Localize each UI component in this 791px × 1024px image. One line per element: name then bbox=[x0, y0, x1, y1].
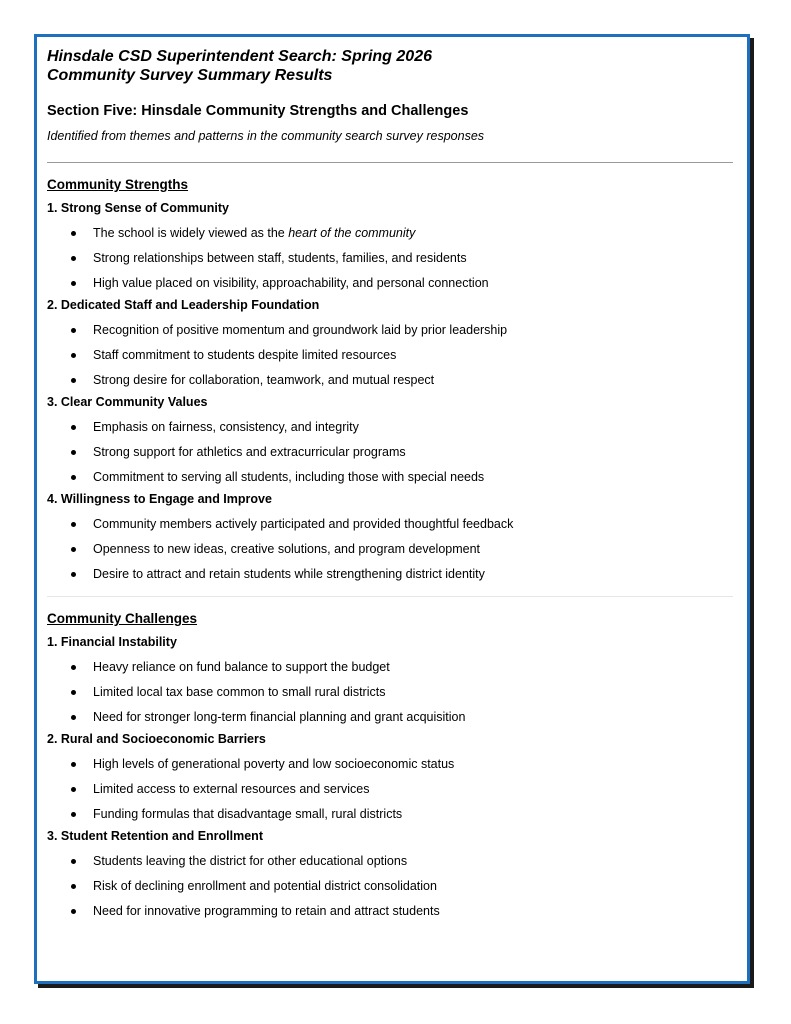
document-title-line-1: Hinsdale CSD Superintendent Search: Spring 2026 bbox=[47, 48, 432, 65]
bullet-icon bbox=[71, 572, 76, 577]
list-item-text: Staff commitment to students despite limited resources bbox=[93, 348, 397, 362]
strength-theme-list bbox=[47, 419, 733, 485]
strength-theme-list bbox=[47, 225, 733, 291]
challenge-theme-list bbox=[47, 659, 733, 725]
bullet-icon bbox=[71, 425, 76, 430]
challenge-theme-title: 3. Student Retention and Enrollment bbox=[47, 829, 263, 843]
strength-theme-title: 3. Clear Community Values bbox=[47, 395, 208, 409]
bullet-icon bbox=[71, 231, 76, 236]
list-item-text: Need for stronger long-term financial planning and grant acquisition bbox=[93, 710, 466, 724]
document-frame bbox=[34, 34, 750, 984]
list-item-text: Commitment to serving all students, including those with special needs bbox=[93, 470, 485, 484]
section-divider bbox=[47, 162, 733, 163]
list-item bbox=[47, 806, 733, 822]
list-item-text: Funding formulas that disadvantage small, rural districts bbox=[93, 807, 403, 821]
list-item bbox=[47, 444, 733, 460]
list-item bbox=[47, 372, 733, 388]
block-divider bbox=[47, 596, 733, 597]
list-item-text: Risk of declining enrollment and potential district consolidation bbox=[93, 879, 437, 893]
list-item-text: High levels of generational poverty and low socioeconomic status bbox=[93, 757, 455, 771]
list-item-text: Limited local tax base common to small rural districts bbox=[93, 685, 386, 699]
list-item bbox=[47, 709, 733, 725]
list-item-text: Community members actively participated and provided thoughtful feedback bbox=[93, 517, 514, 531]
bullet-icon bbox=[71, 547, 76, 552]
list-item bbox=[47, 322, 733, 338]
list-item bbox=[47, 347, 733, 363]
bullet-icon bbox=[71, 787, 76, 792]
list-item bbox=[47, 659, 733, 675]
list-item-text: High value placed on visibility, approachability, and personal connection bbox=[93, 276, 489, 290]
bullet-icon bbox=[71, 450, 76, 455]
section-heading: Section Five: Hinsdale Community Strengths and Challenges bbox=[47, 103, 469, 119]
list-item bbox=[47, 250, 733, 266]
challenges-block bbox=[47, 610, 733, 919]
bullet-icon bbox=[71, 715, 76, 720]
bullet-icon bbox=[71, 859, 76, 864]
list-item bbox=[47, 469, 733, 485]
strength-theme-list bbox=[47, 322, 733, 388]
bullet-icon bbox=[71, 475, 76, 480]
strengths-block bbox=[47, 176, 733, 582]
list-item bbox=[47, 903, 733, 919]
list-item-text: Students leaving the district for other educational options bbox=[93, 854, 408, 868]
list-item bbox=[47, 541, 733, 557]
list-item-text: Limited access to external resources and services bbox=[93, 782, 370, 796]
strength-theme-list bbox=[47, 516, 733, 582]
strength-theme-title: 4. Willingness to Engage and Improve bbox=[47, 492, 272, 506]
list-item-text: Heavy reliance on fund balance to support the budget bbox=[93, 660, 390, 674]
list-item-text: Strong relationships between staff, students, families, and residents bbox=[93, 251, 467, 265]
list-item bbox=[47, 516, 733, 532]
bullet-icon bbox=[71, 884, 76, 889]
list-item-text: Need for innovative programming to retain and attract students bbox=[93, 904, 440, 918]
bullet-icon bbox=[71, 909, 76, 914]
list-item-text: The school is widely viewed as the bbox=[93, 226, 289, 240]
bullet-icon bbox=[71, 665, 76, 670]
list-item-text: Desire to attract and retain students while strengthening district identity bbox=[93, 567, 485, 581]
strength-theme-title: 1. Strong Sense of Community bbox=[47, 201, 229, 215]
list-item-text: Strong support for athletics and extracurricular programs bbox=[93, 445, 406, 459]
list-item-emphasis: heart of the community bbox=[288, 226, 416, 240]
challenge-theme-list bbox=[47, 853, 733, 919]
bullet-icon bbox=[71, 281, 76, 286]
strengths-heading: Community Strengths bbox=[47, 177, 189, 192]
bullet-icon bbox=[71, 762, 76, 767]
strength-theme-title: 2. Dedicated Staff and Leadership Foundation bbox=[47, 298, 320, 312]
challenge-theme-list bbox=[47, 756, 733, 822]
challenge-theme-title: 2. Rural and Socioeconomic Barriers bbox=[47, 732, 266, 746]
bullet-icon bbox=[71, 353, 76, 358]
bullet-icon bbox=[71, 522, 76, 527]
list-item bbox=[47, 566, 733, 582]
list-item-text: Recognition of positive momentum and groundwork laid by prior leadership bbox=[93, 323, 508, 337]
bullet-icon bbox=[71, 256, 76, 261]
list-item bbox=[47, 684, 733, 700]
list-item bbox=[47, 225, 733, 241]
list-item-text: Strong desire for collaboration, teamwork, and mutual respect bbox=[93, 373, 435, 387]
bullet-icon bbox=[71, 812, 76, 817]
document-title-line-2: Community Survey Summary Results bbox=[47, 67, 333, 84]
list-item bbox=[47, 419, 733, 435]
list-item bbox=[47, 878, 733, 894]
list-item bbox=[47, 781, 733, 797]
list-item-text: Openness to new ideas, creative solutions, and program development bbox=[93, 542, 481, 556]
bullet-icon bbox=[71, 690, 76, 695]
challenge-theme-title: 1. Financial Instability bbox=[47, 635, 177, 649]
list-item-text: Emphasis on fairness, consistency, and integrity bbox=[93, 420, 359, 434]
list-item bbox=[47, 275, 733, 291]
challenges-heading: Community Challenges bbox=[47, 611, 198, 626]
list-item bbox=[47, 756, 733, 772]
document-content bbox=[47, 47, 733, 919]
list-item bbox=[47, 853, 733, 869]
bullet-icon bbox=[71, 378, 76, 383]
section-subtitle: Identified from themes and patterns in the community search survey responses bbox=[47, 129, 485, 143]
bullet-icon bbox=[71, 328, 76, 333]
